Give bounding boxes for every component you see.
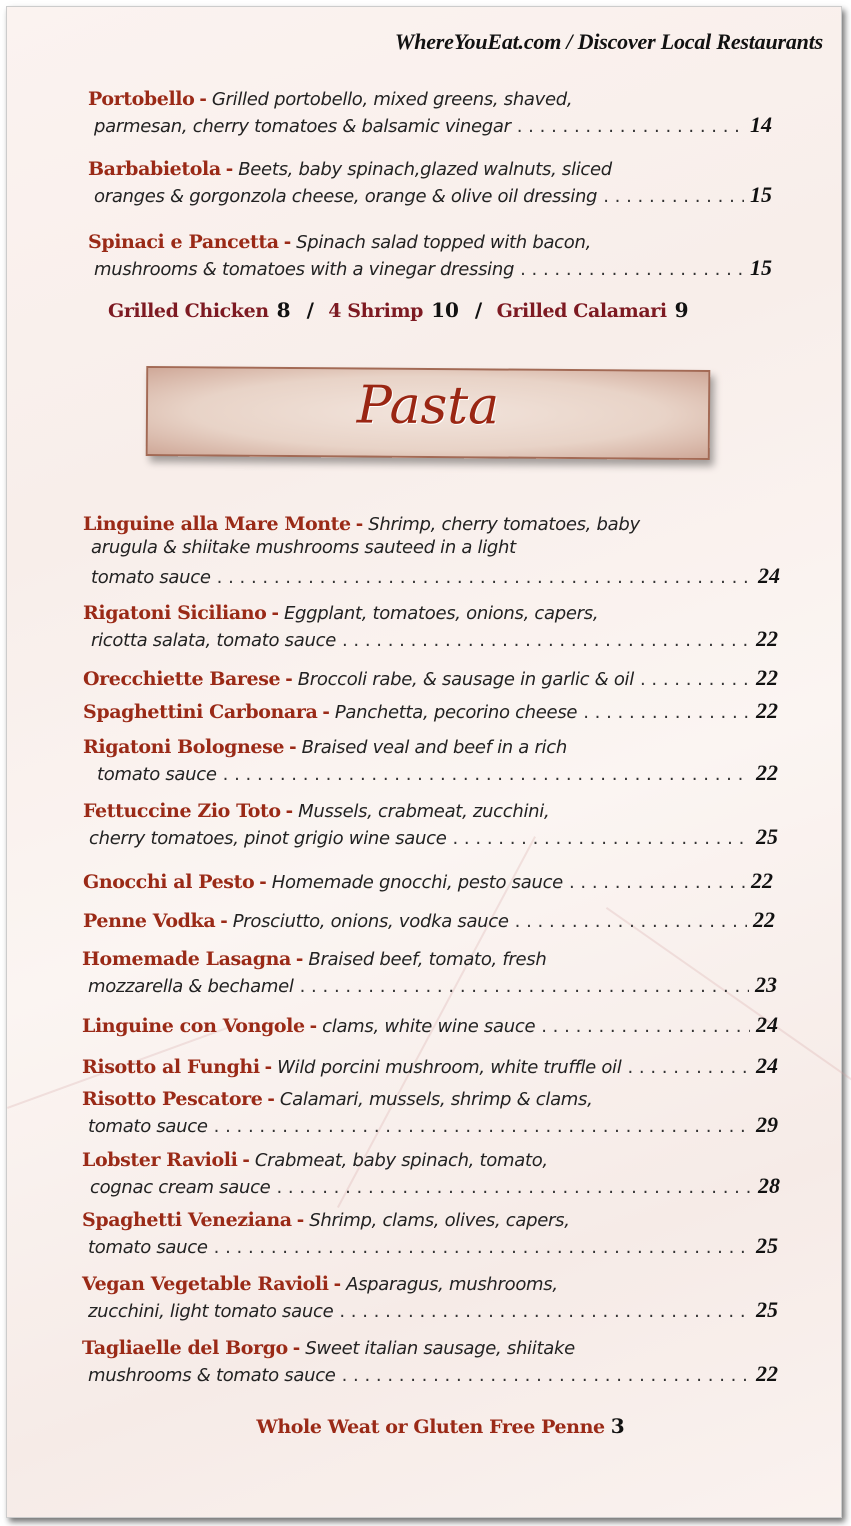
item-name: Vegan Vegetable Ravioli [82,1273,329,1295]
item-price: 25 [756,824,778,849]
item-price: 24 [756,1053,778,1078]
separator: - [267,1089,275,1110]
section-title: Pasta [356,375,500,437]
item-description: Prosciutto, onions, vodka sauce [232,911,509,932]
protein-addons [108,298,697,322]
separator: - [259,872,267,893]
separator: - [292,1338,301,1359]
item-line [82,1149,780,1173]
addon-separator: / [474,298,483,322]
item-line [82,948,777,972]
menu-item [82,1209,778,1261]
item-line [82,1012,778,1036]
item-line [83,907,775,931]
item-price: 24 [758,563,780,588]
option-price: 3 [610,1414,625,1438]
dot-leader [541,1016,750,1037]
dot-leader [520,259,744,280]
item-line [88,182,772,208]
dot-leader [339,1301,750,1322]
item-line [88,255,772,279]
item-description: mushrooms & tomatoes with a vinegar dressing [94,259,515,280]
menu-item [83,800,778,851]
menu-item [83,868,773,892]
separator: - [285,669,293,690]
item-price: 22 [756,626,778,651]
item-name: Spinaci e Pancetta [88,231,279,253]
site-watermark: WhereYouEat.com / Discover Local Restaurants [394,29,823,54]
item-price: 29 [756,1112,778,1137]
menu-item [88,158,772,208]
addon-name: 4 Shrimp [328,300,424,322]
item-description: Wild porcini mushroom, white truffle oil [277,1057,622,1078]
item-line [83,800,778,824]
item-name: Tagliaelle del Borgo [82,1337,288,1359]
item-price: 25 [756,1297,778,1322]
addon-name: Grilled Calamari [496,300,667,322]
dot-leader [342,1365,750,1386]
item-line [83,824,778,851]
item-description: Braised beef, tomato, fresh [308,949,547,970]
item-line [82,1361,778,1389]
item-description: mozzarella & bechamel [88,976,294,997]
menu-item [83,736,778,786]
dot-leader [276,1177,752,1198]
menu-item [83,698,778,722]
item-line [82,1209,778,1233]
addon-name: Grilled Chicken [108,300,269,322]
item-description: cherry tomatoes, pinot grigio wine sauce [89,828,447,849]
dot-leader [640,669,750,690]
dot-leader [515,911,747,932]
menu-item [83,513,780,589]
dot-leader [569,872,745,893]
item-line [82,972,777,999]
item-price: 28 [758,1173,780,1198]
menu-item [82,948,777,999]
item-line [83,602,778,626]
item-line [83,513,780,537]
item-name: Rigatoni Bolognese [83,736,285,758]
item-price: 22 [756,760,778,785]
item-price: 22 [751,868,773,893]
item-price: 22 [756,1361,778,1386]
addon-separator: / [306,298,314,322]
item-description: Homemade gnocchi, pesto sauce [271,872,563,893]
item-price: 15 [750,182,772,207]
menu-item [82,1053,778,1077]
item-description: clams, white wine sauce [322,1016,536,1037]
item-name: Linguine alla Mare Monte [83,513,351,535]
item-line [82,1053,778,1077]
section-banner [146,366,711,460]
separator: - [333,1274,342,1295]
separator: - [225,159,234,180]
item-price: 25 [756,1233,778,1258]
item-line [83,736,778,760]
item-description: Grilled portobello, mixed greens, shaved, [211,89,573,110]
item-line [88,88,772,112]
item-name: Penne Vodka [83,910,216,932]
separator: - [271,603,279,624]
item-description: parmesan, cherry tomatoes & balsamic vinegar [94,116,511,137]
item-description: Spinach salad topped with bacon, [296,232,592,253]
item-line [82,1173,780,1200]
item-description: cognac cream sauce [90,1177,271,1198]
item-description: tomato sauce [91,567,211,588]
menu-item [82,1337,778,1389]
dot-leader [300,976,749,997]
item-line [82,1297,778,1324]
separator: - [199,89,207,110]
separator: - [355,514,364,535]
item-line [83,698,778,722]
item-name: Portobello [88,88,195,110]
item-description: Shrimp, cherry tomatoes, baby [368,514,640,535]
menu-item [88,88,772,136]
item-description: Panchetta, pecorino cheese [334,702,578,723]
separator: - [283,232,292,253]
item-price: 22 [753,907,775,932]
item-price: 22 [756,698,778,723]
item-description: Eggplant, tomatoes, onions, capers, [283,603,599,624]
dot-leader [603,186,744,207]
dot-leader [342,630,750,651]
item-price: 22 [756,665,778,690]
separator: - [309,1016,318,1037]
item-name: Linguine con Vongole [82,1015,305,1037]
item-name: Gnocchi al Pesto [83,871,255,893]
item-name: Spaghettini Carbonara [83,701,318,723]
menu-item [83,665,778,689]
item-line [82,1112,778,1139]
item-line [88,158,772,182]
item-description: Calamari, mussels, shrimp & clams, [279,1089,593,1110]
item-description: oranges & gorgonzola cheese, orange & olive oil dressing [94,186,598,207]
item-line [83,760,778,786]
addon-price: 8 [276,298,291,322]
item-name: Risotto Pescatore [82,1088,263,1110]
item-line [83,665,778,689]
item-description: arugula & shiitake mushrooms sauteed in a light [91,537,516,558]
item-description: mushrooms & tomato sauce [88,1365,336,1386]
dot-leader [452,828,750,849]
item-description: Mussels, crabmeat, zucchini, [298,801,550,822]
item-description: Sweet italian sausage, shiitake [305,1338,575,1359]
menu-item [88,231,772,279]
item-name: Fettuccine Zio Toto [83,800,281,822]
item-name: Rigatoni Siciliano [83,602,267,624]
item-price: 14 [750,112,772,137]
menu-item [83,602,778,652]
item-description: Broccoli rabe, & sausage in garlic & oil [297,669,634,690]
item-name: Barbabietola [88,158,221,180]
separator: - [242,1150,250,1171]
item-description: Shrimp, clams, olives, capers, [309,1210,570,1231]
item-line [82,1337,778,1361]
item-description: tomato sauce [88,1116,208,1137]
dot-leader [217,567,752,588]
menu-item [83,907,775,931]
item-price: 15 [750,255,772,280]
separator: - [289,737,297,758]
item-description: Crabmeat, baby spinach, tomato, [254,1150,548,1171]
item-line [82,1233,778,1261]
item-description: Braised veal and beef in a rich [301,737,567,758]
menu-item [82,1012,778,1036]
item-description: tomato sauce [97,764,217,785]
item-description: Asparagus, mushrooms, [346,1274,558,1295]
item-line [83,868,773,892]
item-name: Orecchiette Barese [83,668,281,690]
item-name: Spaghetti Veneziana [82,1209,292,1231]
option-name: Whole Weat or Gluten Free Penne [256,1416,605,1438]
dot-leader [583,702,750,723]
addon-price: 9 [674,298,689,322]
separator: - [220,911,228,932]
dot-leader [517,116,744,137]
item-description: tomato sauce [88,1237,208,1258]
item-line [82,1088,778,1112]
separator: - [322,702,330,723]
item-description: ricotta salata, tomato sauce [91,630,336,651]
menu-item [82,1088,778,1139]
addon-price: 10 [431,298,459,322]
separator: - [264,1057,273,1078]
item-price: 23 [755,972,777,997]
separator: - [285,801,294,822]
item-description: zucchini, light tomato sauce [88,1301,334,1322]
dot-leader [627,1057,750,1078]
dot-leader [223,764,750,785]
menu-item [82,1149,780,1200]
item-line [82,1273,778,1297]
item-description: Beets, baby spinach,glazed walnuts, sliced [238,159,612,180]
item-name: Homemade Lasagna [82,948,291,970]
separator: - [296,1210,305,1231]
item-line [88,112,772,136]
separator: - [295,949,304,970]
item-line [83,626,778,652]
item-line [83,537,780,563]
dot-leader [214,1116,750,1137]
dot-leader [214,1237,750,1258]
menu-item [82,1273,778,1324]
item-price: 24 [756,1012,778,1037]
pasta-option [0,1414,851,1438]
item-name: Lobster Ravioli [82,1149,238,1171]
item-line [83,563,780,589]
item-name: Risotto al Funghi [82,1056,260,1078]
item-line [88,231,772,255]
